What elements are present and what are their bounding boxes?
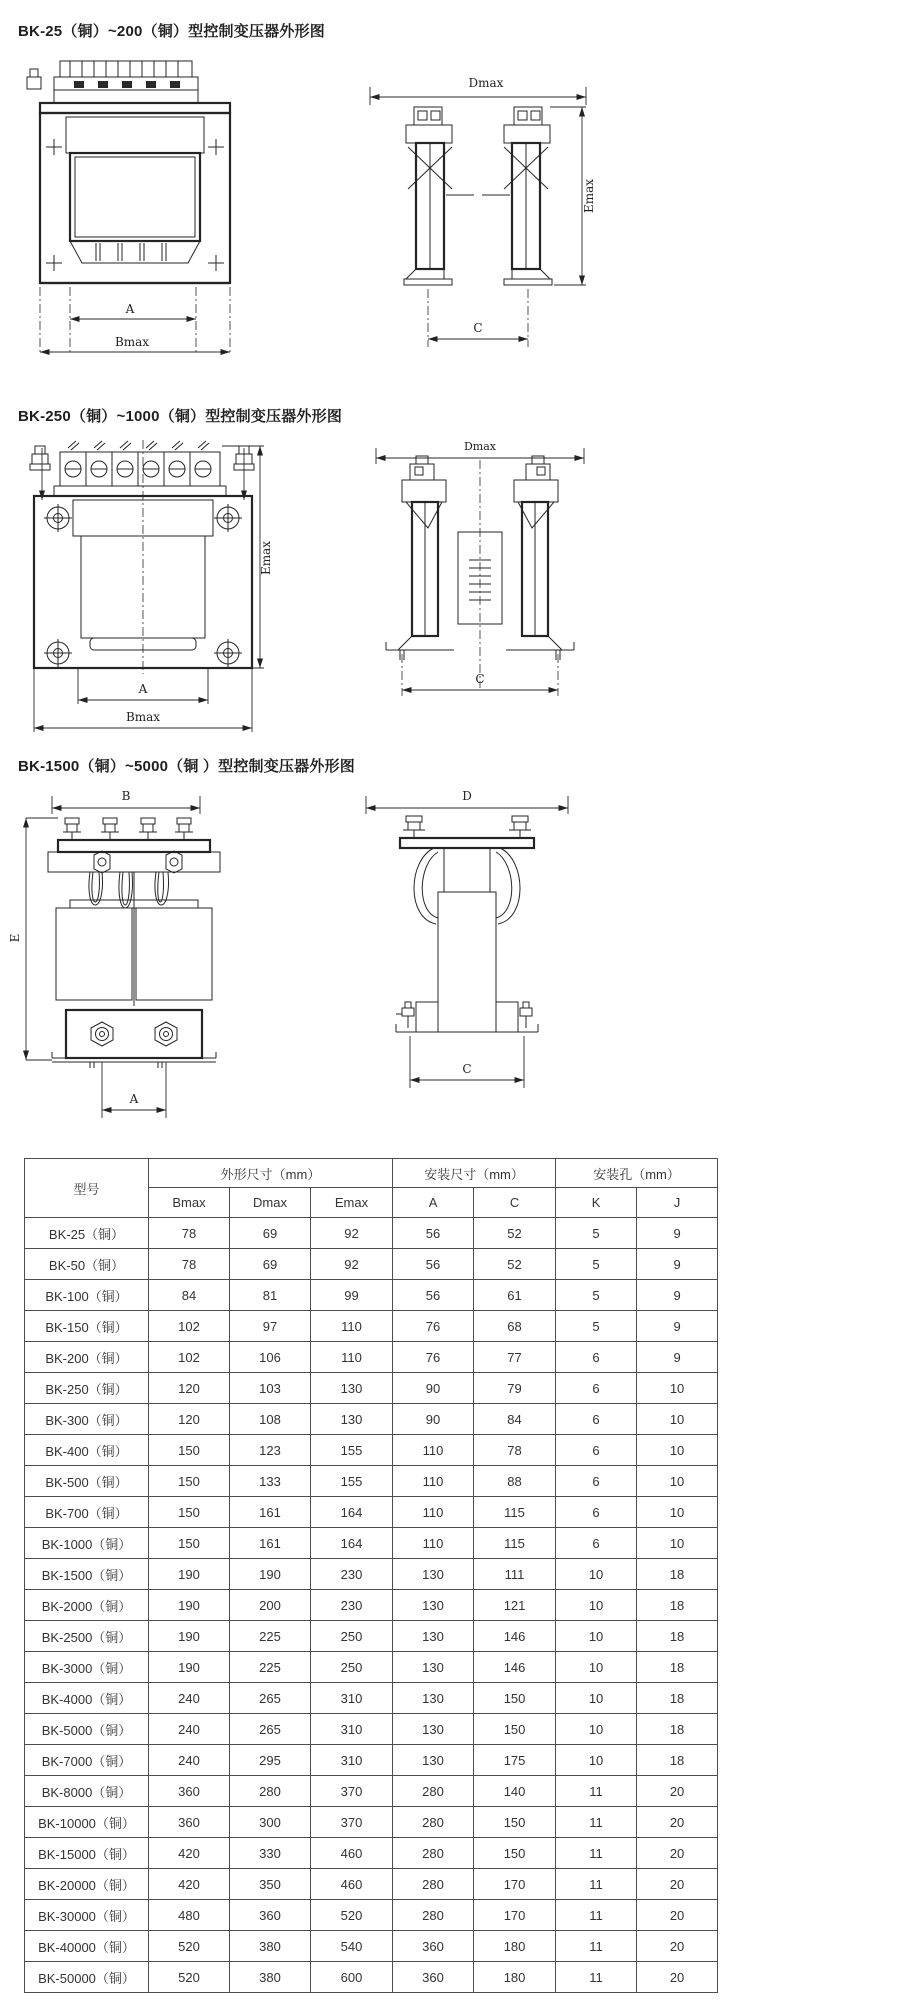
- value-cell: 240: [149, 1683, 230, 1714]
- value-cell: 200: [230, 1590, 311, 1621]
- value-cell: 130: [311, 1404, 393, 1435]
- value-cell: 540: [311, 1931, 393, 1962]
- value-cell: 10: [637, 1466, 718, 1497]
- value-cell: 6: [556, 1404, 637, 1435]
- value-cell: 155: [311, 1435, 393, 1466]
- model-cell: BK-200（铜）: [25, 1342, 149, 1373]
- value-cell: 300: [230, 1807, 311, 1838]
- value-cell: 9: [637, 1280, 718, 1311]
- model-cell: BK-50000（铜）: [25, 1962, 149, 1993]
- value-cell: 56: [393, 1280, 474, 1311]
- value-cell: 121: [474, 1590, 556, 1621]
- value-cell: 6: [556, 1435, 637, 1466]
- value-cell: 20: [637, 1869, 718, 1900]
- value-cell: 280: [393, 1807, 474, 1838]
- dim-label-c: C: [473, 321, 483, 335]
- dim-label-b-3: B: [121, 789, 131, 803]
- base-feet-3: [396, 1002, 538, 1032]
- dimension-a-bmax-1: [40, 287, 230, 353]
- value-cell: 225: [230, 1652, 311, 1683]
- section-title-3: BK-1500（铜）~5000（铜 ）型控制变压器外形图: [18, 758, 355, 775]
- dimension-d-3: [366, 789, 568, 814]
- transformer-side-outline-2: [386, 456, 574, 688]
- section-title-2: BK-250（铜）~1000（铜）型控制变压器外形图: [18, 408, 343, 425]
- value-cell: 230: [311, 1590, 393, 1621]
- value-cell: 115: [474, 1497, 556, 1528]
- top-bolts-3: [63, 818, 193, 840]
- spec-table: [24, 1158, 718, 1993]
- value-cell: 310: [311, 1683, 393, 1714]
- value-cell: 110: [393, 1466, 474, 1497]
- value-cell: 380: [230, 1962, 311, 1993]
- table-row: [25, 1621, 718, 1652]
- value-cell: 52: [474, 1249, 556, 1280]
- model-cell: BK-8000（铜）: [25, 1776, 149, 1807]
- model-cell: BK-7000（铜）: [25, 1745, 149, 1776]
- value-cell: 130: [393, 1683, 474, 1714]
- value-cell: 110: [311, 1311, 393, 1342]
- value-cell: 111: [474, 1559, 556, 1590]
- drawing-front-view-1: [18, 55, 248, 360]
- model-cell: BK-700（铜）: [25, 1497, 149, 1528]
- value-cell: 79: [474, 1373, 556, 1404]
- transformer-front-outline-2: [30, 441, 254, 668]
- value-cell: 5: [556, 1249, 637, 1280]
- value-cell: 280: [230, 1776, 311, 1807]
- value-cell: 265: [230, 1714, 311, 1745]
- value-cell: 150: [149, 1497, 230, 1528]
- value-cell: 81: [230, 1280, 311, 1311]
- value-cell: 84: [149, 1280, 230, 1311]
- dimension-b-3: [52, 789, 200, 814]
- table-row: [25, 1590, 718, 1621]
- value-cell: 120: [149, 1373, 230, 1404]
- model-cell: BK-15000（铜）: [25, 1838, 149, 1869]
- value-cell: 10: [637, 1497, 718, 1528]
- value-cell: 480: [149, 1900, 230, 1931]
- value-cell: 10: [637, 1435, 718, 1466]
- value-cell: 110: [393, 1435, 474, 1466]
- value-cell: 460: [311, 1838, 393, 1869]
- dim-label-e-3: E: [8, 933, 22, 943]
- transformer-side-outline-1: [404, 107, 552, 285]
- value-cell: 10: [556, 1714, 637, 1745]
- value-cell: 88: [474, 1466, 556, 1497]
- table-row: [25, 1249, 718, 1280]
- value-cell: 170: [474, 1869, 556, 1900]
- value-cell: 146: [474, 1621, 556, 1652]
- value-cell: 420: [149, 1869, 230, 1900]
- value-cell: 155: [311, 1466, 393, 1497]
- value-cell: 5: [556, 1280, 637, 1311]
- value-cell: 150: [474, 1838, 556, 1869]
- value-cell: 11: [556, 1776, 637, 1807]
- header-outline-dims: 外形尺寸（mm）: [149, 1159, 393, 1188]
- value-cell: 360: [230, 1900, 311, 1931]
- value-cell: 10: [556, 1559, 637, 1590]
- table-row: [25, 1776, 718, 1807]
- model-cell: BK-400（铜）: [25, 1435, 149, 1466]
- dimension-emax-2: [222, 446, 273, 668]
- header-mounting-dims: 安装尺寸（mm）: [393, 1159, 556, 1188]
- table-row: [25, 1683, 718, 1714]
- dim-label-d-3: D: [462, 789, 472, 803]
- table-row: [25, 1466, 718, 1497]
- spec-table-body: [25, 1218, 718, 1993]
- value-cell: 180: [474, 1962, 556, 1993]
- value-cell: 123: [230, 1435, 311, 1466]
- table-row: [25, 1373, 718, 1404]
- value-cell: 68: [474, 1311, 556, 1342]
- header-model: 型号: [25, 1159, 149, 1218]
- dim-label-a-3: A: [129, 1092, 139, 1106]
- value-cell: 110: [311, 1342, 393, 1373]
- dim-label-emax-2: Emax: [259, 540, 273, 576]
- value-cell: 600: [311, 1962, 393, 1993]
- value-cell: 10: [556, 1652, 637, 1683]
- value-cell: 9: [637, 1311, 718, 1342]
- value-cell: 76: [393, 1311, 474, 1342]
- value-cell: 250: [311, 1621, 393, 1652]
- value-cell: 150: [149, 1466, 230, 1497]
- model-cell: BK-250（铜）: [25, 1373, 149, 1404]
- value-cell: 130: [311, 1373, 393, 1404]
- model-cell: BK-5000（铜）: [25, 1714, 149, 1745]
- table-row: [25, 1838, 718, 1869]
- dim-label-c-2: C: [475, 672, 485, 686]
- subheader-a: A: [393, 1188, 474, 1218]
- value-cell: 164: [311, 1497, 393, 1528]
- value-cell: 102: [149, 1342, 230, 1373]
- value-cell: 6: [556, 1528, 637, 1559]
- value-cell: 115: [474, 1528, 556, 1559]
- value-cell: 330: [230, 1838, 311, 1869]
- value-cell: 190: [230, 1559, 311, 1590]
- drawing-front-view-2: [18, 438, 273, 733]
- value-cell: 10: [556, 1621, 637, 1652]
- drawing-front-view-3: [8, 788, 234, 1148]
- value-cell: 69: [230, 1249, 311, 1280]
- value-cell: 280: [393, 1900, 474, 1931]
- value-cell: 146: [474, 1652, 556, 1683]
- value-cell: 106: [230, 1342, 311, 1373]
- value-cell: 130: [393, 1621, 474, 1652]
- value-cell: 520: [149, 1962, 230, 1993]
- value-cell: 295: [230, 1745, 311, 1776]
- value-cell: 130: [393, 1652, 474, 1683]
- value-cell: 103: [230, 1373, 311, 1404]
- table-row: [25, 1931, 718, 1962]
- value-cell: 280: [393, 1838, 474, 1869]
- value-cell: 102: [149, 1311, 230, 1342]
- transformer-front-outline-1: [27, 61, 230, 283]
- value-cell: 240: [149, 1714, 230, 1745]
- value-cell: 10: [556, 1745, 637, 1776]
- value-cell: 78: [149, 1249, 230, 1280]
- dim-label-a-2: A: [138, 682, 148, 696]
- section-title-1: BK-25（铜）~200（铜）型控制变压器外形图: [18, 23, 325, 40]
- table-row: [25, 1280, 718, 1311]
- table-row: [25, 1745, 718, 1776]
- value-cell: 133: [230, 1466, 311, 1497]
- value-cell: 10: [556, 1590, 637, 1621]
- spec-table-header: [25, 1159, 718, 1218]
- value-cell: 175: [474, 1745, 556, 1776]
- model-cell: BK-50（铜）: [25, 1249, 149, 1280]
- value-cell: 56: [393, 1218, 474, 1249]
- value-cell: 20: [637, 1931, 718, 1962]
- model-cell: BK-500（铜）: [25, 1466, 149, 1497]
- model-cell: BK-30000（铜）: [25, 1900, 149, 1931]
- value-cell: 92: [311, 1218, 393, 1249]
- value-cell: 110: [393, 1497, 474, 1528]
- value-cell: 120: [149, 1404, 230, 1435]
- value-cell: 11: [556, 1869, 637, 1900]
- value-cell: 9: [637, 1342, 718, 1373]
- value-cell: 520: [149, 1931, 230, 1962]
- value-cell: 280: [393, 1869, 474, 1900]
- table-row: [25, 1900, 718, 1931]
- value-cell: 150: [474, 1807, 556, 1838]
- dim-label-bmax: Bmax: [114, 335, 150, 349]
- subheader-j: J: [637, 1188, 718, 1218]
- value-cell: 150: [474, 1714, 556, 1745]
- table-row: [25, 1435, 718, 1466]
- value-cell: 61: [474, 1280, 556, 1311]
- value-cell: 18: [637, 1683, 718, 1714]
- model-cell: BK-2000（铜）: [25, 1590, 149, 1621]
- value-cell: 520: [311, 1900, 393, 1931]
- value-cell: 240: [149, 1745, 230, 1776]
- subheader-bmax: Bmax: [149, 1188, 230, 1218]
- value-cell: 230: [311, 1559, 393, 1590]
- value-cell: 78: [474, 1435, 556, 1466]
- value-cell: 84: [474, 1404, 556, 1435]
- value-cell: 360: [149, 1807, 230, 1838]
- value-cell: 360: [393, 1962, 474, 1993]
- table-row: [25, 1962, 718, 1993]
- table-row: [25, 1807, 718, 1838]
- value-cell: 90: [393, 1373, 474, 1404]
- value-cell: 420: [149, 1838, 230, 1869]
- subheader-c: C: [474, 1188, 556, 1218]
- transformer-front-outline-3: [48, 818, 220, 1068]
- value-cell: 76: [393, 1342, 474, 1373]
- value-cell: 280: [393, 1776, 474, 1807]
- value-cell: 20: [637, 1807, 718, 1838]
- model-cell: BK-40000（铜）: [25, 1931, 149, 1962]
- table-row: [25, 1559, 718, 1590]
- value-cell: 350: [230, 1869, 311, 1900]
- value-cell: 97: [230, 1311, 311, 1342]
- value-cell: 310: [311, 1745, 393, 1776]
- value-cell: 18: [637, 1652, 718, 1683]
- mounting-screws-2: [42, 440, 244, 674]
- value-cell: 9: [637, 1218, 718, 1249]
- value-cell: 10: [556, 1683, 637, 1714]
- drawing-side-view-1: [358, 55, 598, 360]
- value-cell: 130: [393, 1590, 474, 1621]
- value-cell: 161: [230, 1528, 311, 1559]
- value-cell: 190: [149, 1590, 230, 1621]
- value-cell: 190: [149, 1652, 230, 1683]
- model-cell: BK-25（铜）: [25, 1218, 149, 1249]
- table-row: [25, 1528, 718, 1559]
- dimension-dmax-1: [370, 76, 586, 105]
- model-cell: BK-10000（铜）: [25, 1807, 149, 1838]
- value-cell: 56: [393, 1249, 474, 1280]
- dim-label-bmax-2: Bmax: [125, 710, 161, 724]
- model-cell: BK-150（铜）: [25, 1311, 149, 1342]
- value-cell: 110: [393, 1528, 474, 1559]
- model-cell: BK-1500（铜）: [25, 1559, 149, 1590]
- value-cell: 5: [556, 1311, 637, 1342]
- value-cell: 99: [311, 1280, 393, 1311]
- value-cell: 6: [556, 1342, 637, 1373]
- table-row: [25, 1652, 718, 1683]
- value-cell: 460: [311, 1869, 393, 1900]
- dimension-a-3: [102, 1062, 166, 1118]
- value-cell: 150: [149, 1528, 230, 1559]
- value-cell: 11: [556, 1807, 637, 1838]
- value-cell: 108: [230, 1404, 311, 1435]
- subheader-dmax: Dmax: [230, 1188, 311, 1218]
- model-cell: BK-100（铜）: [25, 1280, 149, 1311]
- drawing-side-view-2: [358, 438, 603, 733]
- value-cell: 190: [149, 1559, 230, 1590]
- value-cell: 20: [637, 1838, 718, 1869]
- value-cell: 265: [230, 1683, 311, 1714]
- value-cell: 130: [393, 1559, 474, 1590]
- value-cell: 90: [393, 1404, 474, 1435]
- value-cell: 180: [474, 1931, 556, 1962]
- value-cell: 130: [393, 1714, 474, 1745]
- value-cell: 164: [311, 1528, 393, 1559]
- model-cell: BK-300（铜）: [25, 1404, 149, 1435]
- subheader-emax: Emax: [311, 1188, 393, 1218]
- value-cell: 10: [637, 1528, 718, 1559]
- value-cell: 360: [393, 1931, 474, 1962]
- dim-label-c-3: C: [462, 1062, 472, 1076]
- model-cell: BK-3000（铜）: [25, 1652, 149, 1683]
- drawing-side-view-3: [352, 788, 582, 1148]
- table-row: [25, 1497, 718, 1528]
- value-cell: 52: [474, 1218, 556, 1249]
- value-cell: 161: [230, 1497, 311, 1528]
- value-cell: 11: [556, 1900, 637, 1931]
- value-cell: 92: [311, 1249, 393, 1280]
- value-cell: 190: [149, 1621, 230, 1652]
- table-row: [25, 1714, 718, 1745]
- dimension-e-3: [8, 818, 58, 1060]
- value-cell: 6: [556, 1497, 637, 1528]
- value-cell: 11: [556, 1962, 637, 1993]
- dimension-a-bmax-2: [34, 668, 252, 732]
- value-cell: 6: [556, 1373, 637, 1404]
- dimension-c-3: [410, 1036, 524, 1088]
- value-cell: 5: [556, 1218, 637, 1249]
- dim-label-dmax-2: Dmax: [463, 440, 497, 453]
- value-cell: 20: [637, 1962, 718, 1993]
- value-cell: 18: [637, 1559, 718, 1590]
- dim-label-dmax: Dmax: [468, 76, 504, 90]
- value-cell: 20: [637, 1776, 718, 1807]
- value-cell: 360: [149, 1776, 230, 1807]
- value-cell: 9: [637, 1249, 718, 1280]
- model-cell: BK-4000（铜）: [25, 1683, 149, 1714]
- value-cell: 18: [637, 1745, 718, 1776]
- value-cell: 6: [556, 1466, 637, 1497]
- value-cell: 370: [311, 1807, 393, 1838]
- value-cell: 69: [230, 1218, 311, 1249]
- model-cell: BK-1000（铜）: [25, 1528, 149, 1559]
- value-cell: 18: [637, 1714, 718, 1745]
- value-cell: 78: [149, 1218, 230, 1249]
- value-cell: 10: [637, 1404, 718, 1435]
- value-cell: 11: [556, 1931, 637, 1962]
- value-cell: 150: [474, 1683, 556, 1714]
- value-cell: 130: [393, 1745, 474, 1776]
- dim-label-a: A: [125, 302, 135, 316]
- transformer-side-outline-3: [396, 816, 538, 1032]
- value-cell: 380: [230, 1931, 311, 1962]
- base-hex-bolts-3: [91, 1022, 177, 1046]
- value-cell: 250: [311, 1652, 393, 1683]
- table-row: [25, 1218, 718, 1249]
- value-cell: 10: [637, 1373, 718, 1404]
- model-cell: BK-2500（铜）: [25, 1621, 149, 1652]
- subheader-k: K: [556, 1188, 637, 1218]
- table-row: [25, 1869, 718, 1900]
- value-cell: 18: [637, 1621, 718, 1652]
- value-cell: 140: [474, 1776, 556, 1807]
- value-cell: 225: [230, 1621, 311, 1652]
- dim-label-emax: Emax: [582, 178, 596, 214]
- header-mounting-holes: 安装孔（mm）: [556, 1159, 718, 1188]
- table-row: [25, 1342, 718, 1373]
- value-cell: 370: [311, 1776, 393, 1807]
- value-cell: 170: [474, 1900, 556, 1931]
- value-cell: 18: [637, 1590, 718, 1621]
- table-row: [25, 1311, 718, 1342]
- model-cell: BK-20000（铜）: [25, 1869, 149, 1900]
- value-cell: 310: [311, 1714, 393, 1745]
- value-cell: 11: [556, 1838, 637, 1869]
- value-cell: 20: [637, 1900, 718, 1931]
- table-row: [25, 1404, 718, 1435]
- value-cell: 77: [474, 1342, 556, 1373]
- value-cell: 150: [149, 1435, 230, 1466]
